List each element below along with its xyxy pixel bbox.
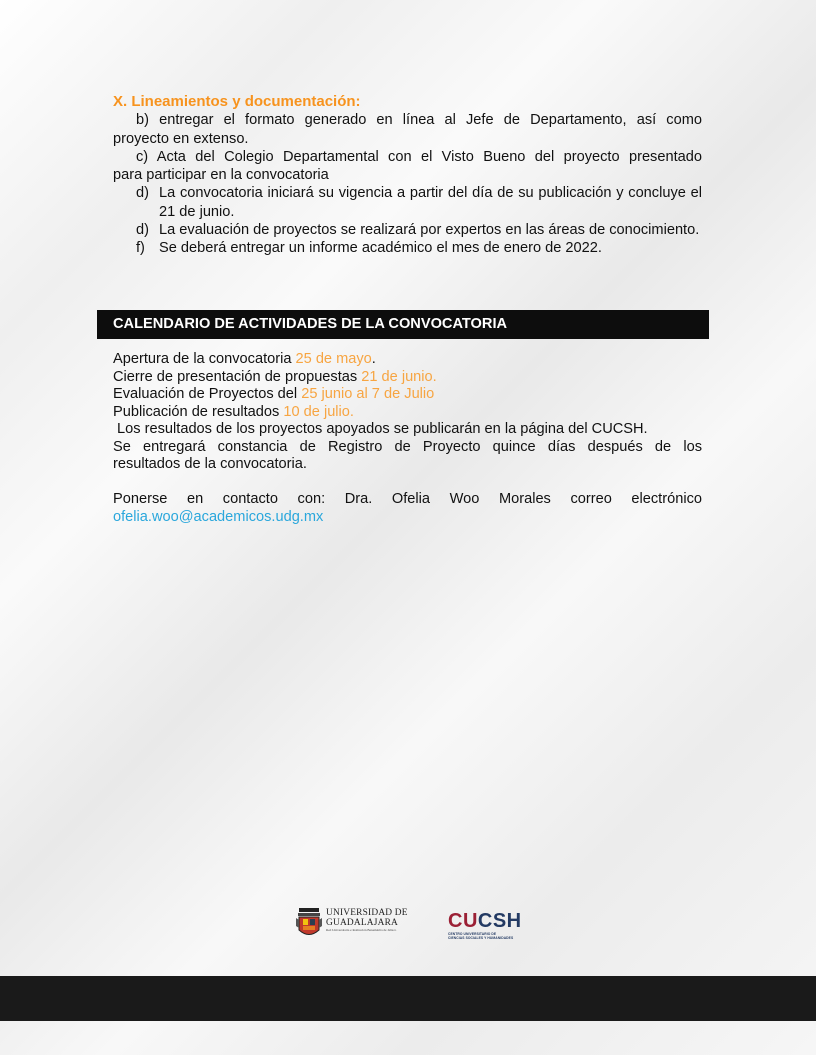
calendar-label: Publicación de resultados [113, 403, 284, 420]
calendar-label: Evaluación de Proyectos del [113, 386, 302, 402]
guidelines-section [113, 93, 702, 258]
footer-bar [0, 976, 816, 1021]
cucsh-logo [448, 910, 526, 941]
list-marker: d) [136, 185, 149, 202]
list-text: La evaluación de proyectos se realizará por expertos en las áreas de conocimiento. [159, 222, 700, 239]
calendar-label: Apertura de la convocatoria [113, 351, 296, 367]
cucsh-main: CU [448, 910, 478, 932]
calendar-section [113, 351, 702, 526]
udg-crest-icon [296, 908, 322, 940]
list-text: La convocatoria iniciará su vigencia a partir del día de su publicación y concluye el 21 de junio. [159, 185, 702, 220]
cucsh-accent: CSH [477, 910, 522, 932]
list-item [113, 239, 702, 257]
calendar-row [113, 386, 702, 404]
item-b-line1: b) entregar el formato generado en línea al Jefe de Departamento, así como [136, 112, 702, 129]
item-c-line2: para participar en la convocatoria [113, 167, 329, 184]
calendar-date: 10 de julio. [283, 403, 354, 420]
results-note: Los resultados de los proyectos apoyados se publicarán en la página del CUCSH. [113, 421, 648, 437]
calendar-label: Cierre de presentación de propuestas [113, 368, 362, 385]
calendar-header: CALENDARIO DE ACTIVIDADES DE LA CONVOCATORIA [97, 310, 709, 339]
registry-line2: resultados de la convocatoria. [113, 456, 307, 472]
udg-tagline: Red Universitaria e Institución Benemérita de Jalisco [326, 928, 397, 932]
calendar-date: 25 junio al 7 de Julio [301, 386, 435, 402]
calendar-suffix: . [371, 351, 376, 367]
list-marker: f) [136, 240, 145, 257]
footer-logos [296, 908, 536, 948]
cucsh-sub1: CENTRO UNIVERSITARIO DE [448, 932, 497, 936]
list-item [113, 221, 702, 239]
calendar-row [113, 351, 702, 369]
contact-email-link[interactable]: ofelia.woo@academicos.udg.mx [113, 508, 324, 525]
calendar-date: 21 de junio. [361, 368, 437, 385]
udg-name-line2: GUADALAJARA [326, 918, 398, 928]
calendar-row [113, 404, 702, 422]
calendar-row [113, 369, 702, 387]
item-c-line1: c) Acta del Colegio Departamental con el Visto Bueno del proyecto presentado [136, 148, 702, 165]
contact-text: Ponerse en contacto con: Dra. Ofelia Woo Morales correo electrónico [113, 491, 702, 507]
list-text: Se deberá entregar un informe académico el mes de enero de 2022. [159, 240, 602, 257]
section-title: X. Lineamientos y documentación: [113, 93, 361, 110]
item-b-line2: proyecto en extenso. [113, 130, 249, 147]
list-item [113, 184, 702, 221]
udg-logo [296, 908, 408, 940]
calendar-date: 25 de mayo [295, 351, 372, 367]
list-marker: d) [136, 222, 149, 239]
registry-line1: Se entregará constancia de Registro de Proyecto quince días después de los [113, 438, 702, 455]
udg-name-line1: UNIVERSIDAD DE [326, 908, 408, 918]
cucsh-sub2: CIENCIAS SOCIALES Y HUMANIDADES [448, 936, 514, 941]
